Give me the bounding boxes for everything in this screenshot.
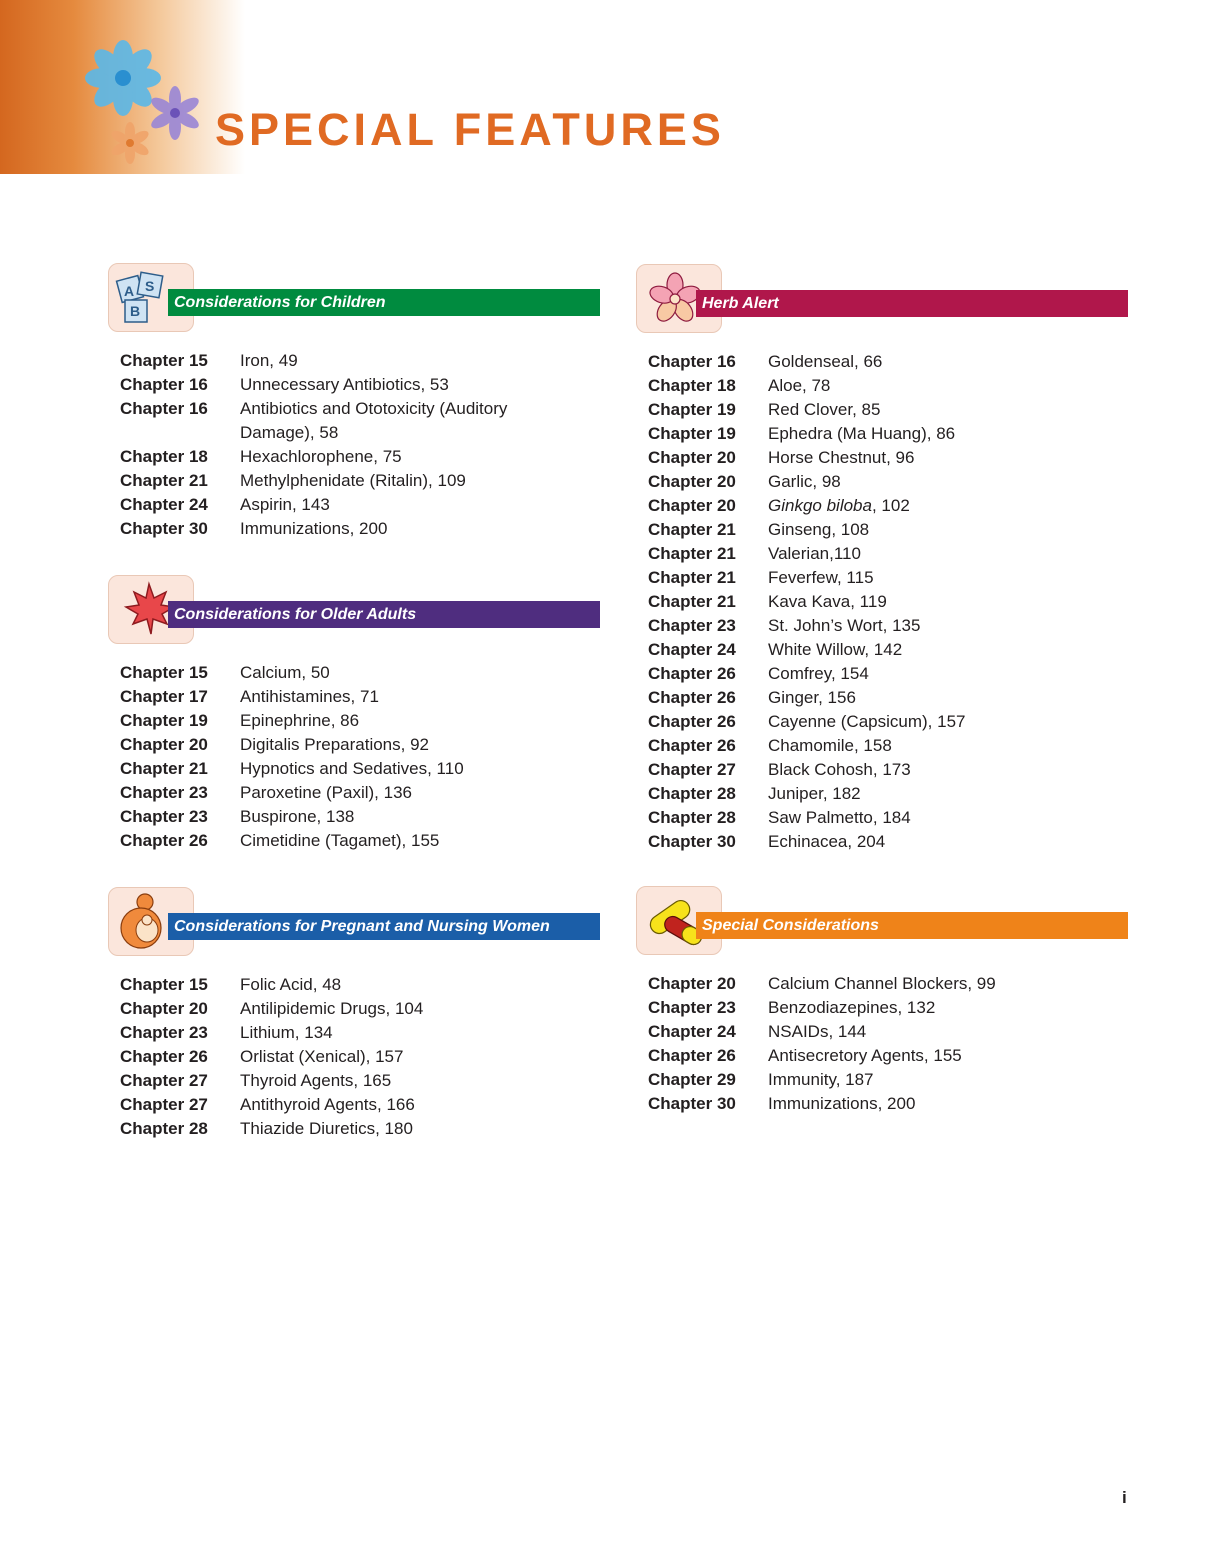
topic-label: Buspirone, 138 <box>240 807 355 826</box>
list-item <box>120 517 600 541</box>
section-title-bar: Considerations for Older Adults <box>168 601 600 628</box>
topic-label: Juniper, 182 <box>768 784 861 803</box>
chapter-label: Chapter 20 <box>648 448 736 467</box>
list-item <box>648 996 1128 1020</box>
topic-label: Horse Chestnut, 96 <box>768 448 915 467</box>
list-item <box>120 1093 600 1117</box>
list-item <box>648 662 1128 686</box>
chapter-label: Chapter 26 <box>648 736 736 755</box>
topic-label: Paroxetine (Paxil), 136 <box>240 783 412 802</box>
section-children <box>108 263 600 541</box>
entry-list <box>108 349 600 541</box>
blue-flower-icon <box>85 40 161 116</box>
chapter-label: Chapter 30 <box>648 1094 736 1113</box>
chapter-label: Chapter 23 <box>648 998 736 1017</box>
list-item <box>120 661 600 685</box>
chapter-label: Chapter 24 <box>120 495 208 514</box>
topic-label: Calcium, 50 <box>240 663 330 682</box>
list-item <box>648 972 1128 996</box>
topic-label: Aspirin, 143 <box>240 495 330 514</box>
topic-label: Antilipidemic Drugs, 104 <box>240 999 424 1018</box>
topic-label: Ginseng, 108 <box>768 520 870 539</box>
list-item <box>120 1069 600 1093</box>
list-item <box>120 349 600 373</box>
topic-italic: Ginkgo biloba <box>768 496 872 515</box>
page-number: i <box>1122 1488 1127 1507</box>
chapter-label: Chapter 15 <box>120 663 208 682</box>
section-title-bar: Special Considerations <box>696 912 1128 939</box>
chapter-label: Chapter 21 <box>648 568 736 587</box>
topic-label: Valerian,110 <box>768 544 861 563</box>
entry-list <box>108 661 600 853</box>
topic-label: Comfrey, 154 <box>768 664 869 683</box>
list-item <box>648 470 1128 494</box>
list-item <box>120 709 600 733</box>
chapter-label: Chapter 23 <box>648 616 736 635</box>
topic-label: Antihistamines, 71 <box>240 687 379 706</box>
chapter-label: Chapter 30 <box>120 519 208 538</box>
topic-label: Thyroid Agents, 165 <box>240 1071 392 1090</box>
topic-label: Epinephrine, 86 <box>240 711 360 730</box>
chapter-label: Chapter 16 <box>120 375 208 394</box>
topic-label: Ginger, 156 <box>768 688 856 707</box>
topic-label: Immunizations, 200 <box>240 519 388 538</box>
topic-label: White Willow, 142 <box>768 640 903 659</box>
chapter-label: Chapter 26 <box>120 1047 208 1066</box>
purple-flower-icon <box>149 86 202 140</box>
topic-label: Iron, 49 <box>240 351 298 370</box>
chapter-label: Chapter 24 <box>648 640 736 659</box>
topic-label: St. John’s Wort, 135 <box>768 616 921 635</box>
chapter-label: Chapter 20 <box>648 472 736 491</box>
section-title-bar: Considerations for Pregnant and Nursing Women <box>168 913 600 940</box>
topic-suffix: , 102 <box>871 496 910 515</box>
list-item <box>120 973 600 997</box>
topic-label: Unnecessary Antibiotics, 53 <box>240 375 449 394</box>
topic-label: Feverfew, 115 <box>768 568 874 587</box>
list-item <box>648 1092 1128 1116</box>
list-item <box>648 638 1128 662</box>
topic-label: Benzodiazepines, 132 <box>768 998 936 1017</box>
list-item <box>648 422 1128 446</box>
chapter-label: Chapter 27 <box>648 760 736 779</box>
chapter-label: Chapter 23 <box>120 1023 208 1042</box>
chapter-label: Chapter 27 <box>120 1095 208 1114</box>
chapter-label: Chapter 19 <box>648 424 736 443</box>
chapter-label: Chapter 23 <box>120 807 208 826</box>
svg-text:A: A <box>124 283 135 299</box>
topic-label: Thiazide Diuretics, 180 <box>240 1119 413 1138</box>
topic-label: Red Clover, 85 <box>768 400 881 419</box>
topic-label: Cayenne (Capsicum), 157 <box>768 712 966 731</box>
list-item <box>648 1020 1128 1044</box>
topic-label: Chamomile, 158 <box>768 736 892 755</box>
chapter-label: Chapter 20 <box>648 496 736 515</box>
chapter-label: Chapter 18 <box>120 447 208 466</box>
section-header <box>636 886 1128 956</box>
list-item <box>120 757 600 781</box>
entry-list <box>636 350 1128 854</box>
chapter-label: Chapter 17 <box>120 687 208 706</box>
section-special-considerations <box>636 886 1128 1116</box>
chapter-label: Chapter 28 <box>648 808 736 827</box>
list-item <box>648 542 1128 566</box>
list-item <box>648 734 1128 758</box>
topic-label: Calcium Channel Blockers, 99 <box>768 974 996 993</box>
topic-label: Antisecretory Agents, 155 <box>768 1046 962 1065</box>
chapter-label: Chapter 21 <box>648 592 736 611</box>
orange-flower-icon <box>109 122 150 164</box>
chapter-label: Chapter 23 <box>120 783 208 802</box>
topic-label: Digitalis Preparations, 92 <box>240 735 429 754</box>
list-item <box>648 686 1128 710</box>
topic-label: Saw Palmetto, 184 <box>768 808 911 827</box>
list-item <box>648 494 1128 518</box>
list-item <box>120 373 600 397</box>
chapter-label: Chapter 21 <box>120 759 208 778</box>
chapter-label: Chapter 15 <box>120 975 208 994</box>
section-title-bar: Herb Alert <box>696 290 1128 317</box>
list-item <box>648 446 1128 470</box>
list-item <box>120 997 600 1021</box>
topic-label: Aloe, 78 <box>768 376 831 395</box>
topic-label: Goldenseal, 66 <box>768 352 883 371</box>
chapter-label: Chapter 28 <box>648 784 736 803</box>
chapter-label: Chapter 26 <box>648 1046 736 1065</box>
topic-label: Cimetidine (Tagamet), 155 <box>240 831 440 850</box>
topic-label: NSAIDs, 144 <box>768 1022 867 1041</box>
section-header <box>108 575 600 645</box>
list-item <box>648 398 1128 422</box>
entry-list <box>636 972 1128 1116</box>
topic-label: Antithyroid Agents, 166 <box>240 1095 415 1114</box>
topic-label: Black Cohosh, 173 <box>768 760 911 779</box>
list-item <box>648 614 1128 638</box>
topic-label: Garlic, 98 <box>768 472 841 491</box>
topic-label: Orlistat (Xenical), 157 <box>240 1047 404 1066</box>
list-item <box>648 1068 1128 1092</box>
chapter-label: Chapter 16 <box>120 399 208 418</box>
entry-list <box>108 973 600 1141</box>
page-title: SPECIAL FEATURES <box>215 104 725 155</box>
section-pregnant-nursing <box>108 887 600 1141</box>
topic-label: Methylphenidate (Ritalin), 109 <box>240 471 466 490</box>
chapter-label: Chapter 15 <box>120 351 208 370</box>
topic-label: Echinacea, 204 <box>768 832 886 851</box>
chapter-label: Chapter 27 <box>120 1071 208 1090</box>
list-item <box>648 710 1128 734</box>
chapter-label: Chapter 21 <box>648 520 736 539</box>
list-item <box>120 829 600 853</box>
list-item <box>648 518 1128 542</box>
list-item <box>648 806 1128 830</box>
chapter-label: Chapter 21 <box>648 544 736 563</box>
list-item <box>120 1117 600 1141</box>
chapter-label: Chapter 28 <box>120 1119 208 1138</box>
svg-text:S: S <box>145 278 155 294</box>
topic-label: Hexachlorophene, 75 <box>240 447 402 466</box>
list-item <box>648 590 1128 614</box>
flowers-decoration-icon <box>78 38 208 168</box>
chapter-label: Chapter 20 <box>648 974 736 993</box>
section-header <box>108 887 600 957</box>
list-item <box>648 830 1128 854</box>
list-item <box>120 1021 600 1045</box>
chapter-label: Chapter 16 <box>648 352 736 371</box>
chapter-label: Chapter 24 <box>648 1022 736 1041</box>
chapter-label: Chapter 18 <box>648 376 736 395</box>
list-item <box>120 781 600 805</box>
list-item <box>648 758 1128 782</box>
list-item <box>120 733 600 757</box>
list-item <box>120 469 600 493</box>
list-item <box>120 397 600 445</box>
chapter-label: Chapter 19 <box>120 711 208 730</box>
topic-label: Folic Acid, 48 <box>240 975 342 994</box>
chapter-label: Chapter 19 <box>648 400 736 419</box>
chapter-label: Chapter 21 <box>120 471 208 490</box>
topic-label: Immunizations, 200 <box>768 1094 916 1113</box>
chapter-label: Chapter 26 <box>648 664 736 683</box>
topic-label: Kava Kava, 119 <box>768 592 887 611</box>
topic-label <box>768 494 1038 518</box>
topic-label: Hypnotics and Sedatives, 110 <box>240 759 464 778</box>
list-item <box>120 1045 600 1069</box>
list-item <box>120 445 600 469</box>
chapter-label: Chapter 20 <box>120 735 208 754</box>
section-older-adults <box>108 575 600 853</box>
chapter-label: Chapter 26 <box>648 712 736 731</box>
svg-text:B: B <box>130 303 141 319</box>
section-title-bar: Considerations for Children <box>168 289 600 316</box>
topic-label: Antibiotics and Ototoxicity (Auditory Damage), 58 <box>240 399 508 442</box>
topic-label: Lithium, 134 <box>240 1023 333 1042</box>
chapter-label: Chapter 20 <box>120 999 208 1018</box>
list-item <box>120 493 600 517</box>
topic-label: Ephedra (Ma Huang), 86 <box>768 424 956 443</box>
section-herb-alert <box>636 264 1128 854</box>
chapter-label: Chapter 29 <box>648 1070 736 1089</box>
list-item <box>120 685 600 709</box>
list-item <box>120 805 600 829</box>
section-header <box>636 264 1128 334</box>
chapter-label: Chapter 26 <box>648 688 736 707</box>
list-item <box>648 1044 1128 1068</box>
list-item <box>648 782 1128 806</box>
chapter-label: Chapter 30 <box>648 832 736 851</box>
topic-label: Immunity, 187 <box>768 1070 874 1089</box>
list-item <box>648 350 1128 374</box>
list-item <box>648 374 1128 398</box>
list-item <box>648 566 1128 590</box>
chapter-label: Chapter 26 <box>120 831 208 850</box>
section-header <box>108 263 600 333</box>
